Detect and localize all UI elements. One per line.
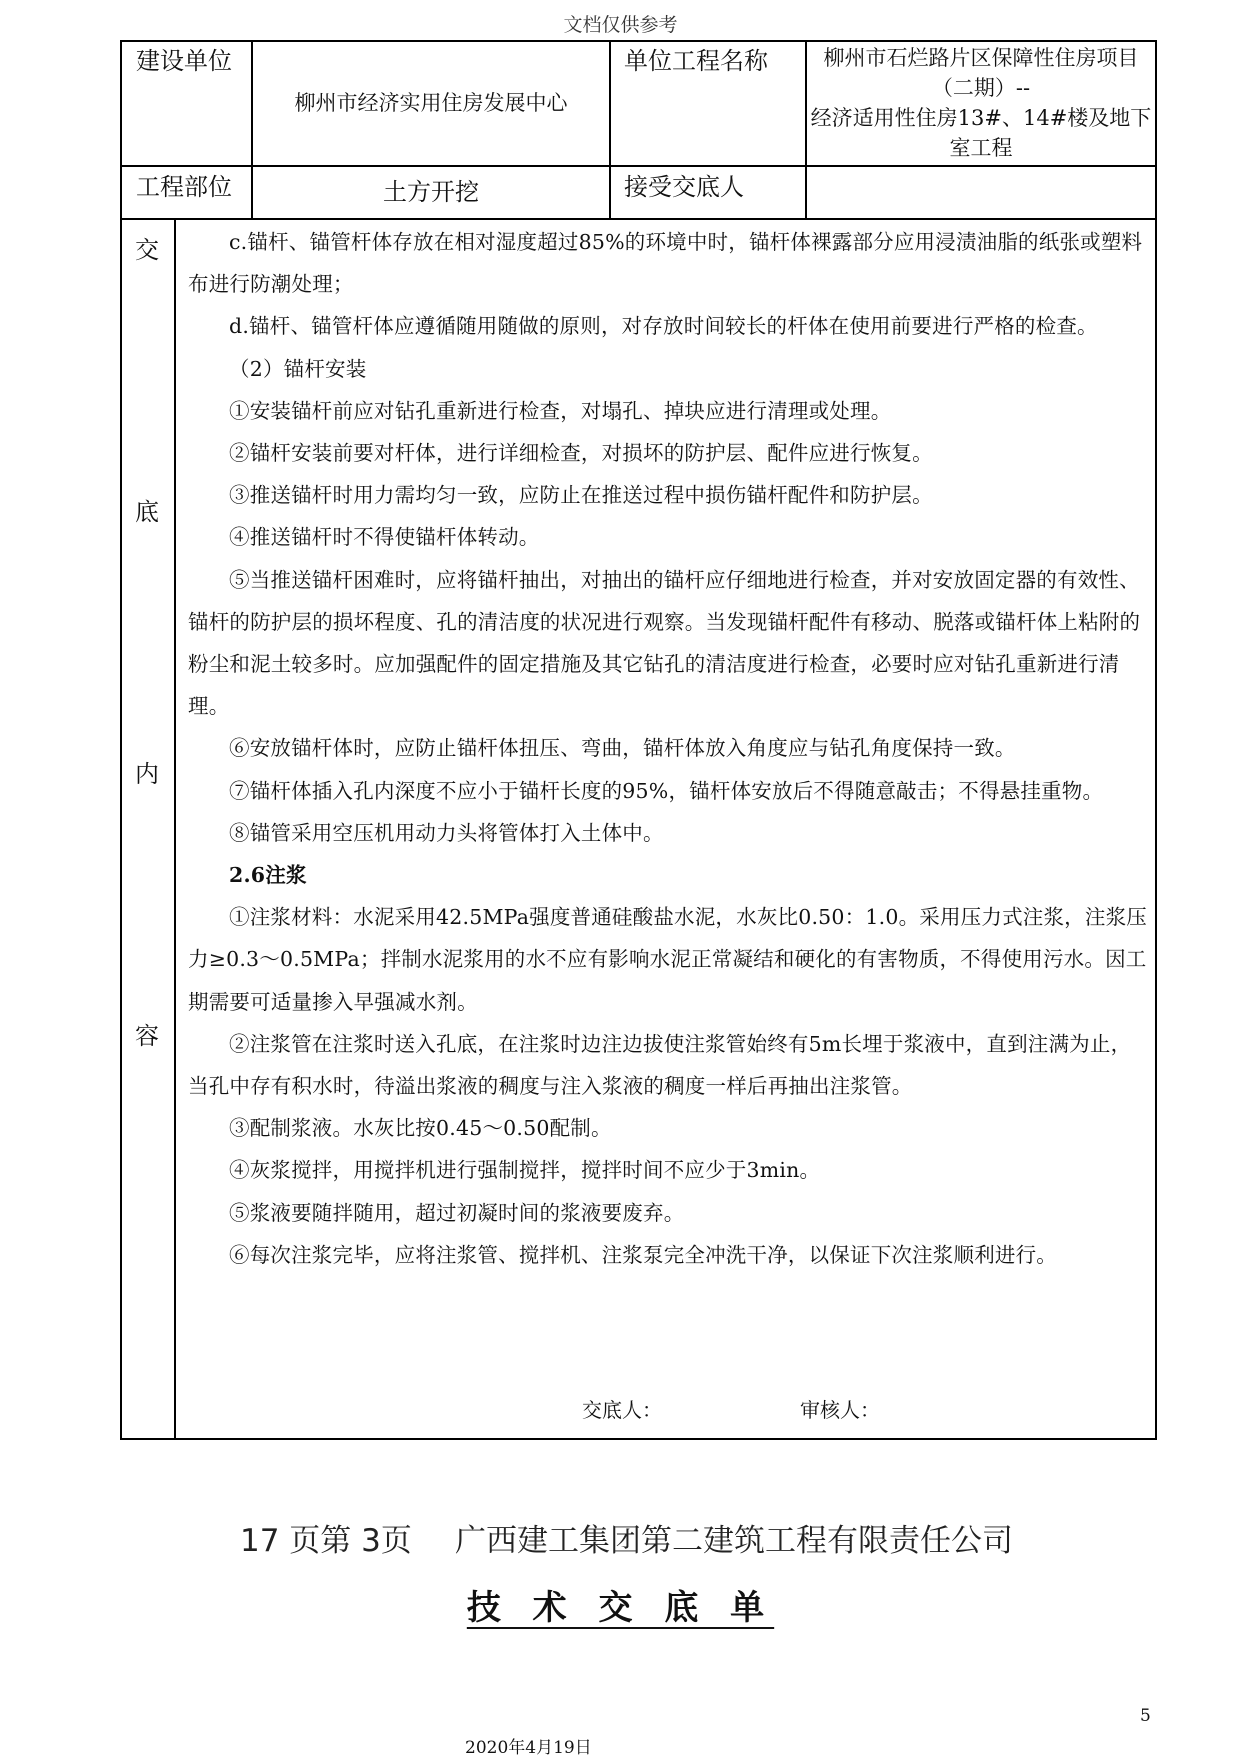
- content-paragraph: ⑥每次注浆完毕，应将注浆管、搅拌机、注浆泵完全冲洗干净，以保证下次注浆顺利进行。: [229, 1242, 1057, 1267]
- project-name-label: 单位工程名称: [624, 47, 768, 75]
- content-paragraph: ③配制浆液。水灰比按0.45～0.50配制。: [229, 1116, 612, 1141]
- side-label-char: 容: [135, 1022, 159, 1050]
- content-paragraph: ①注浆材料：水泥采用42.5MPa强度普通硅酸盐水泥，水灰比0.50：1.0。采用压力式注浆，注浆压力≥0.3～0.5MPa；拌制水泥浆用的水不应有影响水泥正常凝结和硬化的有害物质，不得使用污水。因工期需要可适量掺入早强减水剂。: [188, 905, 1147, 1014]
- content-paragraph: （2）锚杆安装: [229, 356, 367, 381]
- side-label-char: 内: [135, 760, 159, 788]
- page-number: 5: [1140, 1706, 1151, 1726]
- content-paragraph: d.锚杆、锚管杆体应遵循随用随做的原则，对存放时间较长的杆体在使用前要进行严格的检查。: [229, 314, 1098, 339]
- content-paragraph: ②注浆管在注浆时送入孔底，在注浆时边注边拔使注浆管始终有5m长埋于浆液中，直到注满为止，当孔中存有积水时，待溢出浆液的稠度与注入浆液的稠度一样后再抽出注浆管。: [188, 1031, 1132, 1099]
- receiver-label: 接受交底人: [624, 173, 744, 201]
- presenter-label: 交底人：: [582, 1398, 662, 1422]
- reviewer-label: 审核人：: [800, 1398, 880, 1422]
- content-paragraph: ⑥安放锚杆体时，应防止锚杆体扭压、弯曲，锚杆体放入角度应与钻孔角度保持一致。: [229, 736, 1016, 761]
- company-name: 广西建工集团第二建筑工程有限责任公司: [455, 1523, 1013, 1559]
- project-name-value: [807, 43, 1155, 163]
- project-name-line: 经济适用性住房13#、14#楼及地下: [810, 106, 1152, 130]
- content-paragraph: ④灰浆搅拌，用搅拌机进行强制搅拌，搅拌时间不应少于3min。: [229, 1158, 821, 1183]
- content-paragraph: ②锚杆安装前要对杆体，进行详细检查，对损坏的防护层、配件应进行恢复。: [229, 441, 933, 466]
- content-paragraph: ⑤当推送锚杆困难时，应将锚杆抽出，对抽出的锚杆应仔细地进行检查，并对安放固定器的有效性、锚杆的防护层的损坏程度、孔的清洁度的状况进行观察。当发现锚杆配件有移动、脱落或锚杆体上粘附的粉尘和泥土较多时。应加强配件的固定措施及其它钻孔的清洁度进行检查，必要时应对钻孔重新进行清理。: [188, 567, 1141, 719]
- project-name-line: 室工程: [949, 136, 1013, 160]
- document-title: 技 术 交 底 单: [466, 1588, 775, 1628]
- side-label-char: 交: [135, 236, 159, 264]
- content-paragraph: ④推送锚杆时不得使锚杆体转动。: [229, 525, 540, 550]
- construction-unit-label: 建设单位: [136, 47, 232, 75]
- content-paragraph: ⑧锚管采用空压机用动力头将管体打入土体中。: [229, 820, 664, 845]
- date: 2020年4月19日: [465, 1738, 592, 1758]
- content-paragraph: c.锚杆、锚管杆体存放在相对湿度超过85%的环境中时，锚杆体裸露部分应用浸渍油脂的纸张或塑料布进行防潮处理；: [188, 230, 1143, 297]
- part-label: 工程部位: [136, 173, 232, 201]
- project-name-line: 柳州市石烂路片区保障性住房项目: [823, 46, 1139, 70]
- construction-unit-value: 柳州市经济实用住房发展中心: [294, 90, 568, 115]
- content-paragraph: ⑤浆液要随拌随用，超过初凝时间的浆液要废弃。: [229, 1200, 685, 1225]
- side-label-char: 底: [135, 498, 159, 526]
- page-info: 17 页第 3页: [240, 1523, 412, 1559]
- content-paragraph: ①安装锚杆前应对钻孔重新进行检查，对塌孔、掉块应进行清理或处理。: [229, 398, 892, 423]
- section-heading: 2.6注浆: [229, 863, 307, 888]
- part-value: 土方开挖: [383, 177, 479, 206]
- content-paragraph: ⑦锚杆体插入孔内深度不应小于锚杆长度的95%，锚杆体安放后不得随意敲击；不得悬挂重物。: [229, 778, 1104, 803]
- project-name-line: （二期）--: [931, 76, 1031, 100]
- disclosure-content: [188, 221, 1148, 1276]
- content-paragraph: ③推送锚杆时用力需均匀一致，应防止在推送过程中损伤锚杆配件和防护层。: [229, 483, 933, 508]
- watermark: 文档仅供参考: [563, 14, 678, 36]
